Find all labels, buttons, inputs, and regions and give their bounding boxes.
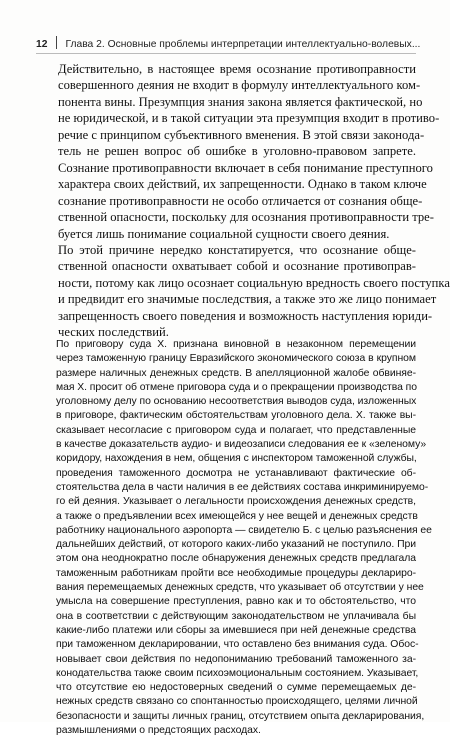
- text-line: тель не решен вопрос об ошибке в уголовно-правовом запрете.: [58, 144, 416, 159]
- text-line: речие с принципом субъективного вменения. В этой связи законода-: [58, 127, 425, 142]
- text-line: совершенного деяния не входит в формулу интеллектуального ком-: [58, 78, 421, 93]
- text-line: ческих последствий.: [58, 325, 169, 340]
- text-line: запрещенность своего поведения и возможность наступления юриди-: [58, 308, 433, 323]
- case-line: проведения таможенного досмотра не устанавливают фактические об-: [56, 467, 416, 479]
- case-line: нежных средств связано со спонтанностью происходящего, целями личной: [56, 696, 418, 708]
- case-line: таможенным работникам пройти все необходимые процедуры деклариро-: [56, 567, 416, 579]
- case-line: при таможенном декларировании, что оставлено без внимания суда. Обос-: [56, 639, 419, 651]
- text-line: ности, потому как лицо осознает социальную вредность своего поступка: [58, 275, 450, 290]
- case-line: коридору, нахождения в нем, общения с инспектором таможенной службы,: [56, 453, 417, 465]
- case-line: го ей деяния. Указывает о легальности происхождения денежных средств,: [56, 496, 416, 508]
- text-line: Действительно, в настоящее время осознание противоправности: [58, 62, 416, 76]
- text-line: не юридической, и в такой ситуации эта презумпция входит в противо-: [58, 111, 440, 126]
- paragraph-1: [58, 61, 440, 242]
- case-line: она в соответствии с действующим законодательством не уплачивала бы: [56, 610, 416, 622]
- case-line: конодательства также своим психоэмоциональным состоянием. Указывает,: [56, 667, 419, 679]
- case-line: в приговоре, фактическим обстоятельствам уголовного дела. Х. также вы-: [56, 410, 416, 422]
- paragraph-2: [58, 242, 450, 341]
- case-line: какие-либо платежи или сборы за имевшиеся при ней денежные средства: [56, 624, 416, 636]
- case-line: дальнейших действий, от которого каких-либо указаний не поступило. При: [56, 539, 416, 551]
- text-line: характера своих действий, их запрещенности. Однако в таком ключе: [58, 177, 427, 192]
- case-line: новывает свои действия по недопониманию требований таможенного за-: [56, 653, 416, 665]
- text-line: и предвидит его значимые последствия, а также это же лицо понимает: [58, 292, 437, 307]
- main-text: [58, 61, 450, 341]
- case-line: сказывает несогласие с приговором суда и полагает, что представленные: [56, 424, 416, 436]
- case-line: в качестве доказательств аудио- и видеозаписи следования ее к «зеленому»: [56, 439, 427, 451]
- case-line: через таможенную границу Евразийского экономического союза в крупном: [56, 353, 416, 365]
- case-line: мая Х. просит об отмене приговора суда и о прекращении производства по: [56, 381, 417, 393]
- case-line: а также о предъявлении всех имеющейся у нее вещей и денежных средств: [56, 510, 418, 522]
- text-line: сознание противоправности не особо отличается от сознания обще-: [58, 193, 423, 208]
- running-header: [36, 36, 421, 52]
- case-line: По приговору суда Х. признана виновной в незаконном перемещении: [56, 339, 416, 350]
- case-line: уголовному делу по основанию несоответствия выводов суда, изложенных: [56, 396, 417, 408]
- case-line: что отсутствие ею недостоверных сведений о сумме перемещаемых де-: [56, 682, 416, 694]
- case-line: безопасности и защиты личных границ, отсутствием опыта декларирования,: [56, 710, 425, 722]
- case-line: размере наличных денежных средств. В апелляционной жалобе обвиняе-: [56, 367, 416, 379]
- case-line: умысла на совершение преступления, равно как и то обстоятельство, что: [56, 596, 416, 608]
- case-line: стоятельства дела в части наличия в ее действиях состава инкриминируемо-: [56, 481, 429, 493]
- page-number: 12: [36, 39, 48, 50]
- case-line: работнику национального аэропорта — свидетелю Б. с целью разъяснения ее: [56, 524, 432, 536]
- header-rule: [36, 53, 416, 54]
- text-line: понента вины. Презумпция знания закона является фактической, но: [58, 94, 423, 109]
- text-line: Сознание противоправности включает в себя понимание преступного: [58, 160, 433, 175]
- case-line: этом она неоднократно после обнаружения денежных средств предлагала: [56, 553, 416, 565]
- header-divider: [56, 36, 57, 49]
- case-example: [56, 338, 432, 738]
- text-line: ственной опасности, поскольку для осознания противоправности тре-: [58, 210, 434, 225]
- case-line: размышлениями о предстоящих расходах.: [56, 725, 261, 737]
- text-line: буется лишь понимание социальной сущности своего деяния.: [58, 226, 390, 241]
- chapter-title: Глава 2. Основные проблемы интерпретации интеллектуально-волевых...: [65, 39, 421, 50]
- text-line: ственной опасности охватывает собой и осознание противоправ-: [58, 259, 416, 274]
- case-line: вания перемещаемых денежных средств, что указывает об отсутствии у нее: [56, 582, 424, 594]
- text-line: По этой причине нередко констатируется, что осознание обще-: [58, 242, 416, 257]
